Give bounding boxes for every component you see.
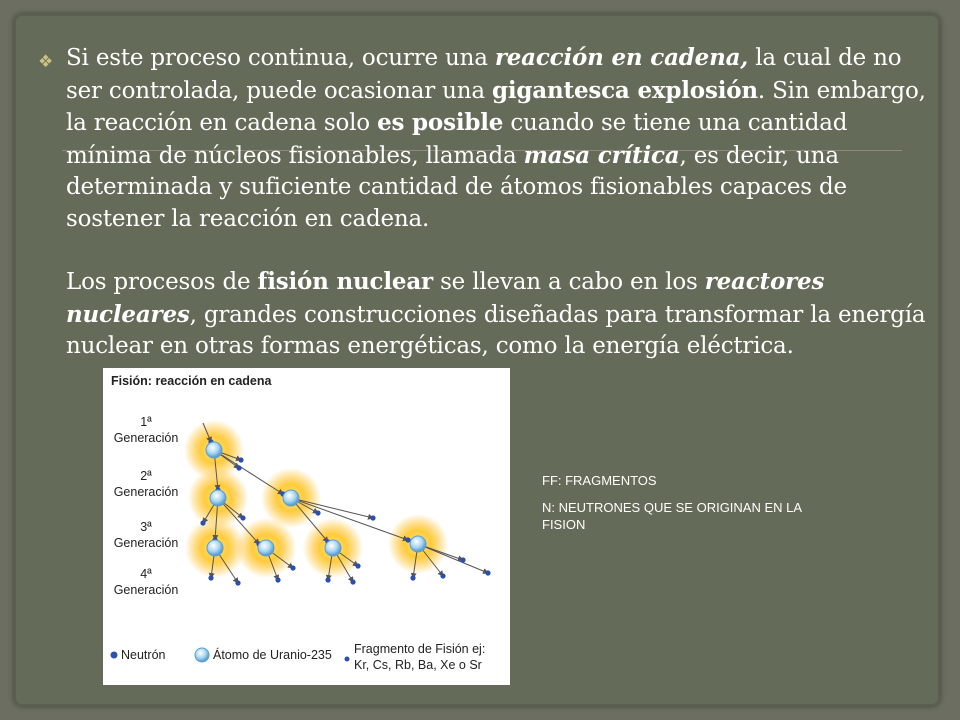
neutron-dot (315, 510, 320, 515)
figure-notes (542, 472, 802, 543)
generation-1-label: Generación (113, 431, 179, 445)
text-segment: se llevan a cabo en los (432, 269, 705, 295)
text-segment: fisión nuclear (257, 268, 433, 295)
uranium-atom (206, 442, 222, 458)
generation-4-num: 4ª (140, 567, 152, 581)
text-segment: masa crítica (523, 141, 680, 169)
neutron-dot (240, 515, 245, 520)
uranium-atom (207, 540, 223, 556)
note-fragments: FF: FRAGMENTOS (542, 473, 657, 488)
neutron-dot (238, 457, 243, 462)
legend-neutron-icon (111, 652, 118, 659)
neutron-dot (236, 465, 241, 470)
text-segment: es posible (377, 109, 504, 136)
legend-uranium-icon (195, 648, 209, 662)
figure-title: Fisión: reacción en cadena (111, 374, 272, 388)
generation-2-num: 2ª (140, 469, 152, 483)
text-segment: , grandes construcciones diseñadas para transformar la energía nuclear en otras formas energéticas, como la energía eléctrica. (66, 301, 926, 359)
generation-labels (114, 415, 179, 597)
uranium-atom (283, 490, 299, 506)
text-segment: gigantesca explosión (492, 76, 758, 104)
generation-3-num: 3ª (140, 520, 152, 534)
neutron-dot (410, 575, 415, 580)
legend-fragment-icon (345, 657, 350, 662)
neutron-dot (235, 580, 240, 585)
chain-reaction-diagram (184, 420, 491, 586)
text-segment: cuando se tiene una cantidad mínima de núcleos fisionables, llamada (66, 110, 848, 169)
uranium-atom (210, 490, 226, 506)
neutron-dot (370, 515, 375, 520)
neutron-dot (275, 577, 280, 582)
neutron-dot (460, 557, 465, 562)
uranium-atom (410, 536, 426, 552)
text-segment: Si este proceso continua, ocurre una (66, 45, 495, 71)
neutron-dot (290, 565, 295, 570)
text-segment: Los procesos de (66, 269, 258, 295)
figure-legend (111, 642, 486, 672)
neutron-dot (350, 579, 355, 584)
text-segment: la cual de no ser controlada, puede ocasionar una (66, 45, 902, 104)
legend-neutron: Neutrón (121, 648, 166, 662)
neutron-dot (200, 520, 205, 525)
neutron-dot (355, 563, 360, 568)
uranium-atom (325, 540, 341, 556)
neutron-dot (325, 577, 330, 582)
generation-2-label: Generación (113, 485, 179, 499)
neutron-dot (440, 573, 445, 578)
text-segment: reacción en cadena, (494, 44, 749, 71)
text-segment: reactores nucleares (66, 268, 825, 328)
legend-uranium: Átomo de Uranio-235 (213, 648, 332, 662)
paragraph-chain-reaction (66, 42, 926, 235)
legend-fragment-line1: Fragmento de Fisión ej: (354, 642, 486, 656)
neutron-dot (208, 575, 213, 580)
legend-fragment-line2: Kr, Cs, Rb, Ba, Xe o Sr (354, 658, 482, 672)
text-segment: . Sin embargo, la reacción en cadena solo (66, 77, 926, 136)
generation-3-label: Generación (113, 536, 179, 550)
generation-1-num: 1ª (140, 415, 152, 429)
fission-figure (103, 368, 510, 685)
bullet-icon: ❖ (38, 52, 54, 72)
note-neutrons: N: NEUTRONES QUE SE ORIGINAN EN LA FISION (542, 500, 802, 532)
neutron-dot (485, 570, 490, 575)
paragraph-reactors (66, 266, 926, 363)
generation-4-label: Generación (113, 583, 179, 597)
slide-body (66, 42, 926, 363)
text-segment: , es decir, una determinada y suficiente cantidad de átomos fisionables capaces de sostener la reacción en cadena. (66, 142, 847, 232)
uranium-atom (258, 540, 274, 556)
